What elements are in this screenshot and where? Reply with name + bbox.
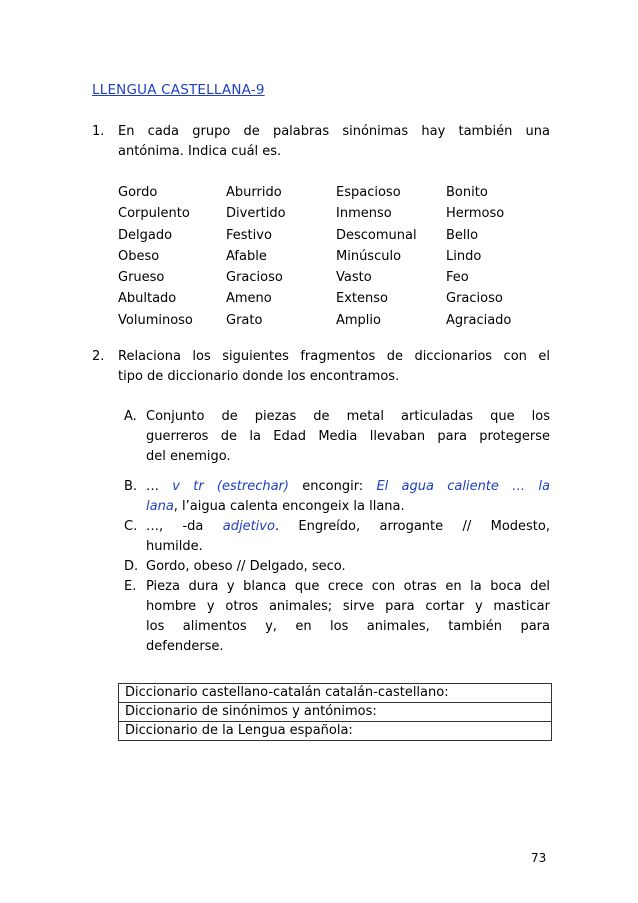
word-group-1 bbox=[118, 182, 193, 331]
word: Voluminoso bbox=[118, 312, 193, 328]
fragment-b-part: encongir: bbox=[288, 479, 377, 494]
question-2-number: 2. bbox=[92, 349, 105, 364]
fragment-label: E. bbox=[124, 579, 137, 594]
fragment-label: C. bbox=[124, 519, 138, 534]
word: Bonito bbox=[446, 185, 488, 200]
fragment-label: D. bbox=[124, 559, 139, 574]
fragment-d bbox=[124, 557, 550, 577]
fragment-b-line-1 bbox=[146, 477, 550, 497]
word: Afable bbox=[226, 248, 267, 264]
word: Espacioso bbox=[336, 185, 401, 200]
word: Divertido bbox=[226, 206, 286, 222]
question-1-line-2: antónima. Indica cuál es. bbox=[118, 144, 282, 159]
fragment-b-example: El agua caliente … la bbox=[376, 479, 551, 494]
page-title: LLENGUA CASTELLANA-9 bbox=[92, 82, 265, 98]
fragment-c bbox=[124, 517, 550, 557]
fragment-a-line-3: del enemigo. bbox=[146, 449, 231, 464]
word: Gracioso bbox=[226, 270, 283, 286]
word-group-3 bbox=[336, 182, 417, 331]
dictionary-answer-table bbox=[118, 683, 552, 741]
dictionary-type-cell[interactable]: Diccionario de sinónimos y antónimos: bbox=[119, 703, 552, 722]
word: Gracioso bbox=[446, 291, 503, 307]
fragment-c-part: …, -da bbox=[146, 519, 223, 534]
word: Vasto bbox=[336, 270, 372, 286]
word: Delgado bbox=[118, 227, 173, 243]
fragment-b-line-2 bbox=[146, 497, 550, 517]
word: Festivo bbox=[226, 227, 272, 243]
word: Aburrido bbox=[226, 185, 282, 200]
question-2-text bbox=[118, 347, 550, 387]
question-1-line-1: En cada grupo de palabras sinónimas hay también una bbox=[118, 124, 550, 139]
word: Inmenso bbox=[336, 206, 392, 222]
question-2-line-2: tipo de diccionario donde los encontramos. bbox=[118, 369, 400, 384]
word: Descomunal bbox=[336, 227, 417, 243]
word: Corpulento bbox=[118, 206, 190, 222]
word: Amplio bbox=[336, 312, 381, 328]
word: Lindo bbox=[446, 248, 482, 264]
fragment-b-translation: , l’aigua calenta encongeix la llana. bbox=[173, 499, 405, 514]
word: Obeso bbox=[118, 248, 160, 264]
word: Grueso bbox=[118, 270, 165, 286]
fragment-c-line-2: humilde. bbox=[146, 539, 203, 554]
fragment-e bbox=[124, 577, 550, 657]
word: Gordo bbox=[118, 185, 158, 200]
fragment-e-line-1: Pieza dura y blanca que crece con otras en la boca del bbox=[146, 579, 550, 594]
word: Agraciado bbox=[446, 312, 512, 328]
fragment-c-grammar: adjetivo bbox=[222, 519, 275, 534]
page-number: 73 bbox=[531, 851, 547, 865]
word-group-4 bbox=[446, 182, 511, 331]
word: Grato bbox=[226, 312, 263, 328]
fragment-b-example-end: lana bbox=[146, 499, 174, 514]
fragment-c-line-1 bbox=[146, 517, 550, 537]
word: Feo bbox=[446, 270, 469, 286]
word: Ameno bbox=[226, 291, 272, 307]
dictionary-type-cell[interactable]: Diccionario de la Lengua española: bbox=[119, 722, 552, 741]
fragment-e-line-3: los alimentos y, en los animales, también para bbox=[146, 619, 550, 634]
fragment-b-part: … bbox=[146, 479, 173, 494]
word: Extenso bbox=[336, 291, 388, 307]
word-group-2 bbox=[226, 182, 286, 331]
fragment-c-part: . Engreído, arrogante // Modesto, bbox=[274, 519, 550, 534]
fragment-e-line-2: hombre y otros animales; sirve para cortar y masticar bbox=[146, 599, 550, 614]
fragment-b-grammar: v tr (estrechar) bbox=[172, 479, 289, 494]
fragment-e-line-4: defenderse. bbox=[146, 639, 224, 654]
fragment-a-line-1: Conjunto de piezas de metal articuladas que los bbox=[146, 409, 550, 424]
dictionary-type-cell[interactable]: Diccionario castellano-catalán catalán-castellano: bbox=[119, 684, 552, 703]
word: Abultado bbox=[118, 291, 177, 307]
fragment-b bbox=[124, 477, 550, 517]
question-1-text bbox=[118, 122, 550, 162]
fragment-label: B. bbox=[124, 479, 138, 494]
table-row bbox=[119, 684, 552, 703]
word: Hermoso bbox=[446, 206, 505, 222]
fragment-label: A. bbox=[124, 409, 137, 424]
fragment-a bbox=[124, 407, 550, 467]
table-row bbox=[119, 722, 552, 741]
word: Minúsculo bbox=[336, 248, 402, 264]
fragment-d-line-1: Gordo, obeso // Delgado, seco. bbox=[146, 559, 346, 574]
table-row bbox=[119, 703, 552, 722]
word: Bello bbox=[446, 227, 479, 243]
fragment-a-line-2: guerreros de la Edad Media llevaban para protegerse bbox=[146, 429, 550, 444]
question-1-number: 1. bbox=[92, 124, 105, 139]
question-2-line-1: Relaciona los siguientes fragmentos de diccionarios con el bbox=[118, 349, 550, 364]
